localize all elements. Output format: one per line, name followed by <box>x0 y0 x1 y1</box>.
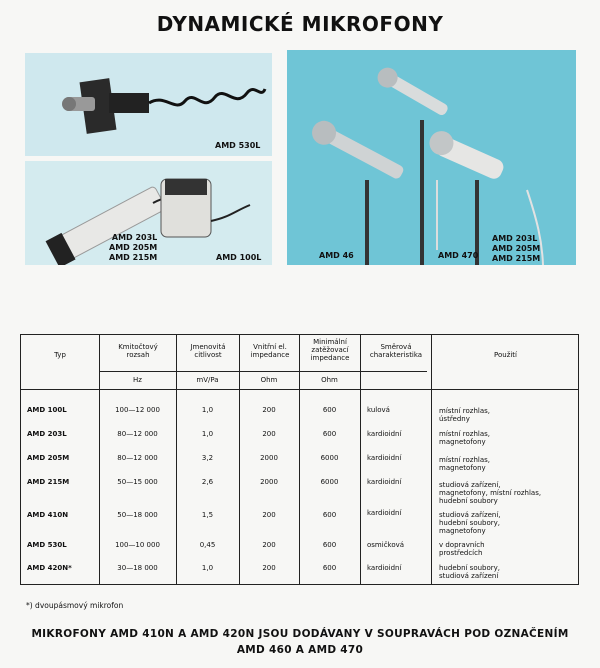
cell-rozsah: 100—12 000 <box>115 406 160 414</box>
table-divider <box>21 389 578 390</box>
table-divider <box>360 335 361 584</box>
cell-citlivost: 1,0 <box>201 430 214 438</box>
pouziti-line: ústředny <box>439 415 470 423</box>
cell-zatez: 600 <box>322 511 337 519</box>
photo-label: AMD 205M <box>109 243 158 252</box>
unit-citlivost: mV/Pa <box>196 376 219 384</box>
cell-typ: AMD 530L <box>27 541 67 549</box>
cell-pouziti <box>439 407 490 423</box>
header-impedance: Vnitřní el. impedance <box>250 343 290 359</box>
cell-impedance: 2000 <box>260 454 278 462</box>
photo-amd-203l-100l <box>25 161 272 265</box>
pouziti-line: studiová zařízení, <box>439 481 501 489</box>
pouziti-line: prostředcích <box>439 549 483 557</box>
photo-label: AMD 530L <box>215 141 261 150</box>
cell-typ: AMD 420N* <box>27 564 72 572</box>
header-typ: Typ <box>54 351 66 359</box>
cell-impedance: 200 <box>262 430 276 438</box>
pouziti-line: místní rozhlas, <box>439 456 490 464</box>
photo-label: AMD 470 <box>438 251 479 260</box>
pouziti-line: hudební soubory <box>439 497 498 505</box>
cell-pouziti <box>439 564 500 580</box>
cell-pouziti <box>439 481 541 505</box>
photo-label: AMD 205M <box>492 244 541 253</box>
footer-line-2: AMD 460 A AMD 470 <box>236 644 364 656</box>
cell-typ: AMD 410N <box>27 511 69 519</box>
pouziti-line: hudební soubory, <box>439 564 501 572</box>
cell-impedance: 200 <box>262 564 276 572</box>
photo-amd-530l <box>25 53 272 156</box>
cell-rozsah: 30—18 000 <box>117 564 158 572</box>
cell-impedance: 200 <box>262 541 276 549</box>
cell-charakteristika: kardioidní <box>367 509 402 517</box>
cell-typ: AMD 205M <box>27 454 70 462</box>
cell-rozsah: 80—12 000 <box>117 454 158 462</box>
spec-table <box>20 334 579 585</box>
photo-label: AMD 215M <box>109 253 158 262</box>
cell-rozsah: 80—12 000 <box>117 430 158 438</box>
pouziti-line: studiová zařízení, <box>439 511 501 519</box>
cell-impedance: 200 <box>262 511 276 519</box>
photo-label: AMD 46 <box>319 251 354 260</box>
unit-impedance: Ohm <box>260 376 278 384</box>
cell-citlivost: 3,2 <box>201 454 214 462</box>
cell-typ: AMD 203L <box>27 430 67 438</box>
cell-citlivost: 1,0 <box>201 564 214 572</box>
photo-label: AMD 215M <box>492 254 541 263</box>
cell-pouziti <box>439 541 485 557</box>
photo-labels-right <box>492 234 540 264</box>
cell-zatez: 6000 <box>320 454 339 462</box>
cell-impedance: 2000 <box>260 478 278 486</box>
cell-impedance: 200 <box>262 406 276 414</box>
cell-charakteristika: kardioidní <box>367 478 402 486</box>
cell-rozsah: 50—15 000 <box>117 478 158 486</box>
cell-charakteristika: osmičková <box>367 541 405 549</box>
photo-label: AMD 100L <box>216 253 262 262</box>
footer-line-1: MIKROFONY AMD 410N A AMD 420N JSOU DODÁVANY V SOUPRAVÁCH POD OZNAČENÍM <box>31 628 569 640</box>
unit-zatez: Ohm <box>321 376 338 384</box>
pouziti-line: magnetofony <box>439 438 486 446</box>
cell-charakteristika: kulová <box>367 406 390 414</box>
cell-rozsah: 50—18 000 <box>117 511 158 519</box>
cell-pouziti <box>439 511 501 535</box>
cell-typ: AMD 100L <box>27 406 67 414</box>
cell-citlivost: 2,6 <box>201 478 214 486</box>
header-zatez: Minimální zatěžovací impedance <box>310 338 350 362</box>
header-charakteristika: Směrová charakteristika <box>369 343 423 359</box>
cell-citlivost: 1,0 <box>201 406 214 414</box>
pouziti-line: magnetofony <box>439 527 486 535</box>
cell-zatez: 600 <box>322 564 337 572</box>
header-rozsah: Kmitočtový rozsah <box>118 343 158 359</box>
photo-amd-460-470 <box>287 50 576 265</box>
page-title: DYNAMICKÉ MIKROFONY <box>156 12 444 36</box>
cell-charakteristika: kardioidní <box>367 454 402 462</box>
cell-charakteristika: kardioidní <box>367 564 402 572</box>
pouziti-line: magnetofony, místní rozhlas, <box>439 489 542 497</box>
photo-labels-left <box>109 233 157 263</box>
pouziti-line: místní rozhlas, <box>439 430 490 438</box>
table-divider <box>99 371 427 372</box>
header-citlivost: Jmenovitá citlivost <box>190 343 226 359</box>
cell-zatez: 600 <box>322 406 337 414</box>
pouziti-line: v dopravních <box>439 541 485 549</box>
cell-zatez: 600 <box>322 541 337 549</box>
pouziti-line: místní rozhlas, <box>439 407 490 415</box>
cell-citlivost: 1,5 <box>201 511 214 519</box>
cell-citlivost: 0,45 <box>199 541 216 549</box>
cell-rozsah: 100—10 000 <box>115 541 160 549</box>
photo-label: AMD 203L <box>111 233 158 242</box>
cell-zatez: 6000 <box>320 478 339 486</box>
cell-charakteristika: kardioidní <box>367 430 402 438</box>
pouziti-line: studiová zařízení <box>439 572 499 580</box>
cell-pouziti <box>439 456 490 472</box>
table-divider <box>431 335 432 584</box>
cell-zatez: 600 <box>322 430 337 438</box>
header-pouziti: Použití <box>494 351 517 359</box>
pouziti-line: hudební soubory, <box>439 519 501 527</box>
pouziti-line: magnetofony <box>439 464 486 472</box>
cell-pouziti <box>439 430 490 446</box>
unit-rozsah: Hz <box>133 376 142 384</box>
photo-label: AMD 203L <box>492 234 538 243</box>
microphone-stands-illustration <box>287 50 576 265</box>
cell-typ: AMD 215M <box>27 478 70 486</box>
footnote: *) dvoupásmový mikrofon <box>26 601 124 610</box>
